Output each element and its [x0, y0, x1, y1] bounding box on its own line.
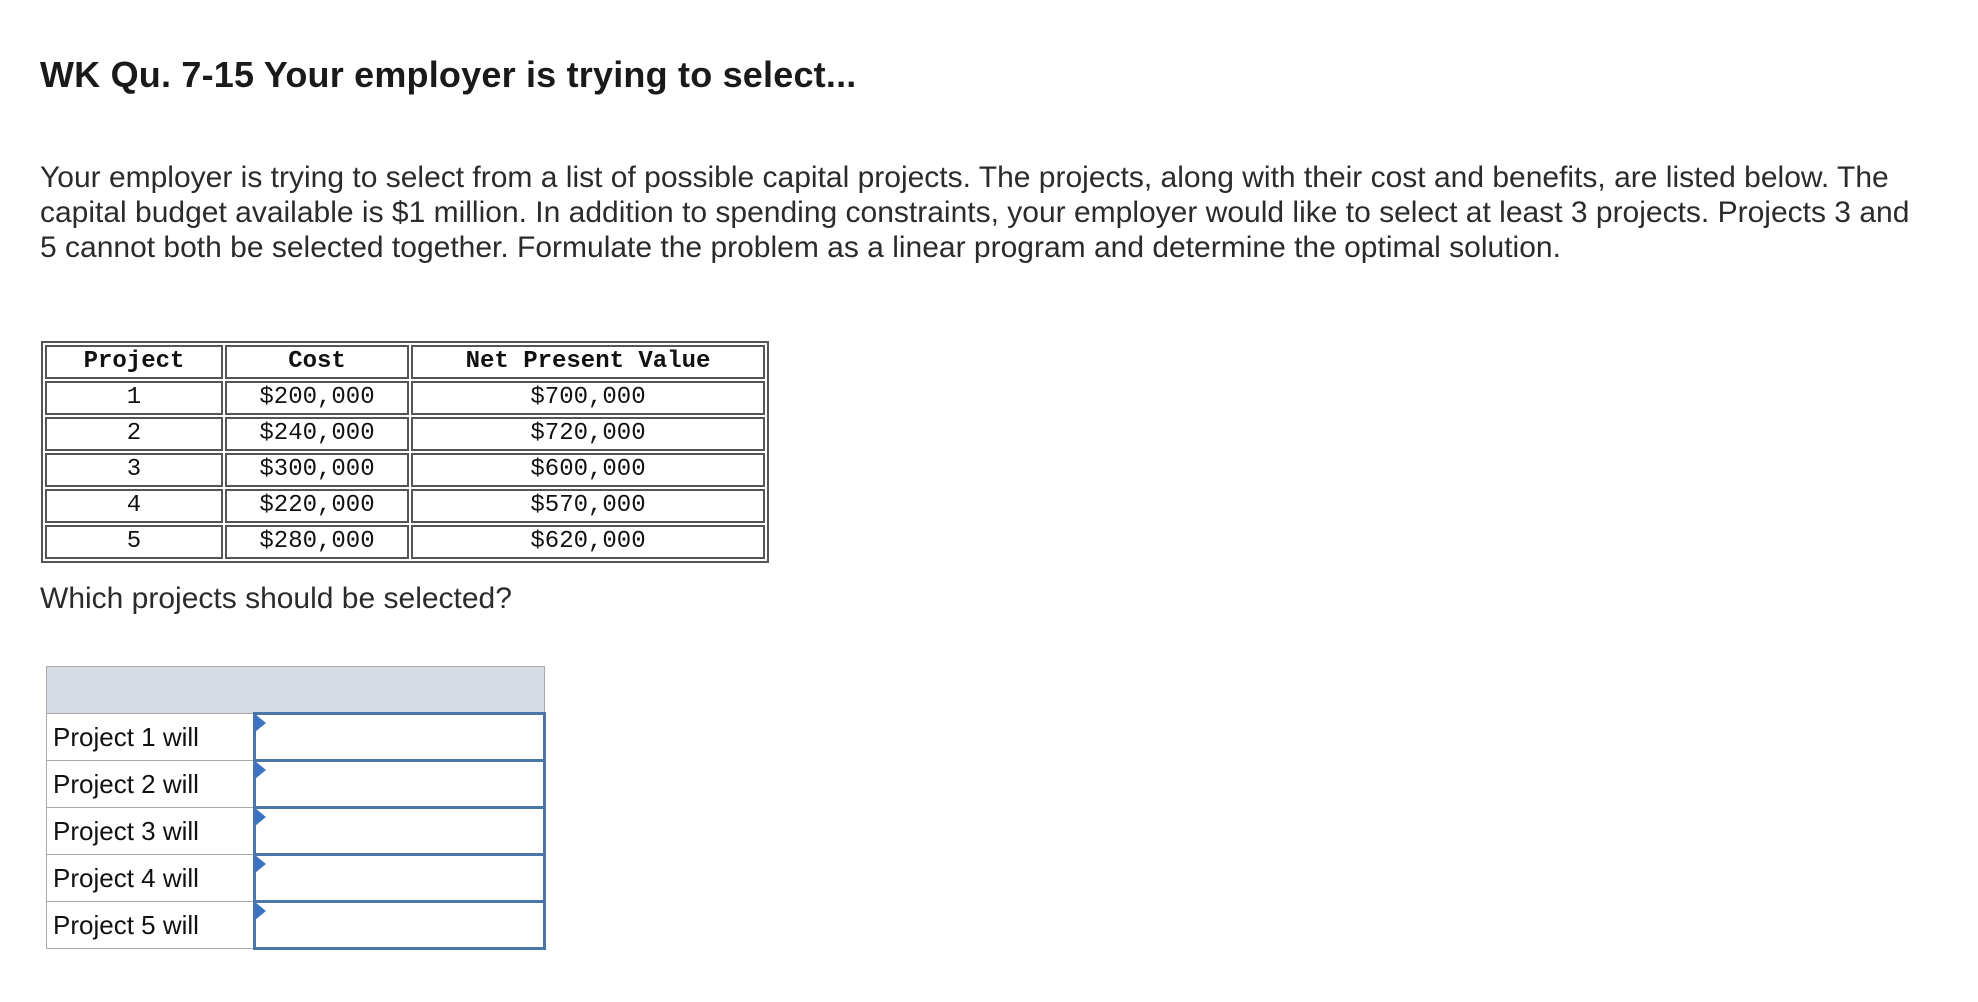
cell-project: 1 [45, 381, 223, 415]
dropdown-marker-icon [255, 761, 266, 779]
cell-npv: $620,000 [411, 525, 765, 559]
answer-row [47, 855, 545, 902]
answer-row [47, 761, 545, 808]
table-row [45, 417, 765, 451]
answer-label: Project 4 will [47, 855, 255, 902]
table-row [45, 489, 765, 523]
projects-table [41, 341, 769, 563]
cell-project: 5 [45, 525, 223, 559]
dropdown-marker-icon [255, 902, 266, 920]
answer-label: Project 3 will [47, 808, 255, 855]
answer-row [47, 902, 545, 949]
column-header-cost: Cost [225, 345, 409, 379]
table-row [45, 525, 765, 559]
answer-table-header [47, 667, 545, 714]
table-header-row [45, 345, 765, 379]
question-text: Which projects should be selected? [40, 582, 512, 615]
answer-table [46, 666, 546, 950]
project-5-dropdown[interactable] [255, 902, 545, 949]
project-2-dropdown[interactable] [255, 761, 545, 808]
table-row [45, 381, 765, 415]
cell-cost: $240,000 [225, 417, 409, 451]
table-row [45, 453, 765, 487]
cell-project: 4 [45, 489, 223, 523]
cell-npv: $570,000 [411, 489, 765, 523]
answer-label: Project 2 will [47, 761, 255, 808]
cell-npv: $720,000 [411, 417, 765, 451]
cell-npv: $700,000 [411, 381, 765, 415]
cell-cost: $200,000 [225, 381, 409, 415]
cell-cost: $300,000 [225, 453, 409, 487]
cell-npv: $600,000 [411, 453, 765, 487]
column-header-project: Project [45, 345, 223, 379]
answer-label: Project 5 will [47, 902, 255, 949]
answer-row [47, 714, 545, 761]
cell-project: 3 [45, 453, 223, 487]
project-3-dropdown[interactable] [255, 808, 545, 855]
dropdown-marker-icon [255, 855, 266, 873]
cell-project: 2 [45, 417, 223, 451]
cell-cost: $280,000 [225, 525, 409, 559]
page-title: WK Qu. 7-15 Your employer is trying to select... [40, 54, 857, 95]
cell-cost: $220,000 [225, 489, 409, 523]
answer-label: Project 1 will [47, 714, 255, 761]
problem-statement: Your employer is trying to select from a list of possible capital projects. The projects, along with their cost and benefits, are listed below. The capital budget available is $1 million. In addition to spending constraints, your employer would like to select at least 3 projects. Projects 3 and 5 cannot both be selected together. Formulate the problem as a linear program and determine the optimal solution. [40, 161, 1910, 264]
column-header-npv: Net Present Value [411, 345, 765, 379]
dropdown-marker-icon [255, 714, 266, 732]
answer-row [47, 808, 545, 855]
dropdown-marker-icon [255, 808, 266, 826]
project-1-dropdown[interactable] [255, 714, 545, 761]
project-4-dropdown[interactable] [255, 855, 545, 902]
